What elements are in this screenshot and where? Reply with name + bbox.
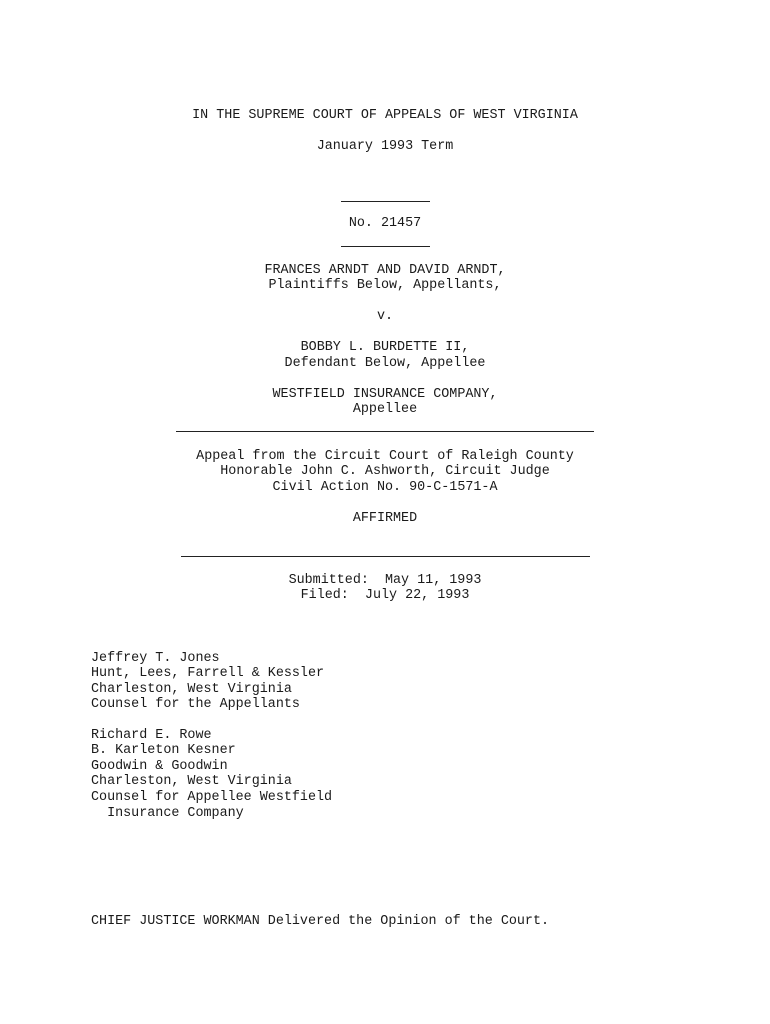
counsel-line: Insurance Company [91, 806, 244, 821]
judge-line: Honorable John C. Ashworth, Circuit Judge [220, 464, 550, 479]
filed-date: Filed: July 22, 1993 [300, 588, 470, 603]
defendant-role: Defendant Below, Appellee [284, 356, 486, 371]
case-number: No. 21457 [348, 216, 422, 231]
counsel-line: Counsel for Appellee Westfield [91, 790, 333, 805]
appeal-origin: Appeal from the Circuit Court of Raleigh County [196, 449, 574, 464]
counsel-line: B. Karleton Kesner [91, 743, 236, 758]
counsel-line: Charleston, West Virginia [91, 682, 292, 697]
counsel-line: Jeffrey T. Jones [91, 651, 220, 666]
disposition: AFFIRMED [352, 511, 418, 526]
counsel-line: Charleston, West Virginia [91, 774, 292, 789]
appellee-name: WESTFIELD INSURANCE COMPANY, [272, 387, 498, 402]
term-line: January 1993 Term [316, 139, 454, 154]
counsel-line: Counsel for the Appellants [91, 697, 300, 712]
civil-action-line: Civil Action No. 90-C-1571-A [272, 480, 498, 495]
versus-line: v. [376, 309, 394, 324]
counsel-line: Goodwin & Goodwin [91, 759, 228, 774]
court-heading: IN THE SUPREME COURT OF APPEALS OF WEST VIRGINIA [192, 108, 578, 123]
case-number-rule-top [341, 201, 430, 202]
submitted-date: Submitted: May 11, 1993 [288, 573, 482, 588]
plaintiffs-role: Plaintiffs Below, Appellants, [268, 278, 502, 293]
defendant-name: BOBBY L. BURDETTE II, [300, 340, 470, 355]
plaintiffs-names: FRANCES ARNDT AND DAVID ARNDT, [264, 263, 506, 278]
section-rule-1 [176, 431, 594, 432]
counsel-line: Hunt, Lees, Farrell & Kessler [91, 666, 325, 681]
case-number-rule-bottom [341, 246, 430, 247]
section-rule-2 [181, 556, 590, 557]
appellee-role: Appellee [352, 402, 418, 417]
opinion-author-line: CHIEF JUSTICE WORKMAN Delivered the Opinion of the Court. [91, 914, 550, 929]
counsel-line: Richard E. Rowe [91, 728, 212, 743]
